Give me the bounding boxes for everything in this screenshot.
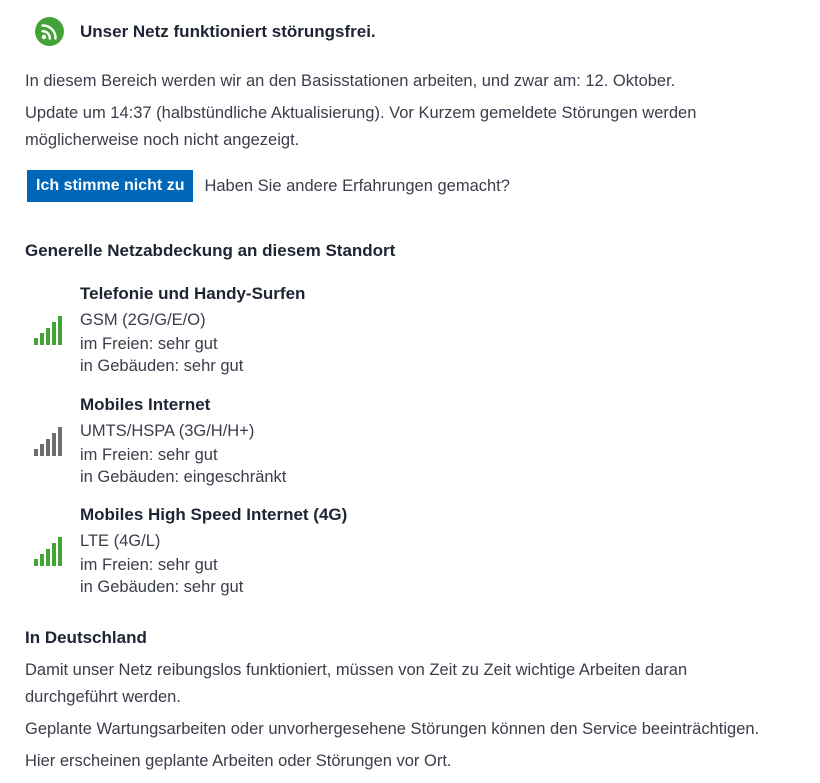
- coverage-technology: GSM (2G/G/E/O): [80, 311, 206, 329]
- coverage-technology: LTE (4G/L): [80, 532, 161, 550]
- coverage-title: Mobiles High Speed Internet (4G): [80, 505, 348, 524]
- coverage-outdoor: im Freien: sehr gut: [80, 446, 218, 464]
- update-notice: Update um 14:37 (halbstündliche Aktualisierung). Vor Kurzem gemeldete Störungen werden möglicherweise noch nicht angezeigt.: [25, 104, 697, 149]
- coverage-outdoor: im Freien: sehr gut: [80, 335, 218, 353]
- coverage-title: Telefonie und Handy-Surfen: [80, 284, 306, 303]
- signal-strength-icon: [33, 315, 66, 345]
- signal-strength-icon: [33, 426, 66, 456]
- coverage-outdoor: im Freien: sehr gut: [80, 556, 218, 574]
- signal-broadcast-icon: [35, 17, 64, 46]
- coverage-title: Mobiles Internet: [80, 395, 211, 414]
- germany-paragraph: Hier erscheinen geplante Arbeiten oder Störungen vor Ort.: [25, 752, 452, 770]
- germany-heading: In Deutschland: [25, 628, 147, 647]
- feedback-question: Haben Sie andere Erfahrungen gemacht?: [204, 176, 510, 195]
- coverage-indoor: in Gebäuden: sehr gut: [80, 357, 244, 375]
- signal-strength-icon: [33, 536, 66, 566]
- network-status: [35, 17, 376, 46]
- coverage-indoor: in Gebäuden: eingeschränkt: [80, 468, 287, 486]
- coverage-heading: Generelle Netzabdeckung an diesem Standort: [25, 241, 396, 260]
- coverage-technology: UMTS/HSPA (3G/H/H+): [80, 422, 255, 440]
- germany-paragraph: Geplante Wartungsarbeiten oder unvorhergesehene Störungen können den Service beeinträchtigen.: [25, 720, 760, 738]
- germany-paragraph: Damit unser Netz reibungslos funktioniert, müssen von Zeit zu Zeit wichtige Arbeiten daran durchgeführt werden.: [25, 661, 688, 706]
- network-status-text: Unser Netz funktioniert störungsfrei.: [80, 21, 376, 41]
- maintenance-notice: In diesem Bereich werden wir an den Basisstationen arbeiten, und zwar am: 12. Oktober.: [25, 72, 676, 90]
- feedback-row: [27, 170, 510, 202]
- coverage-indoor: in Gebäuden: sehr gut: [80, 578, 244, 596]
- disagree-button[interactable]: Ich stimme nicht zu: [27, 170, 193, 202]
